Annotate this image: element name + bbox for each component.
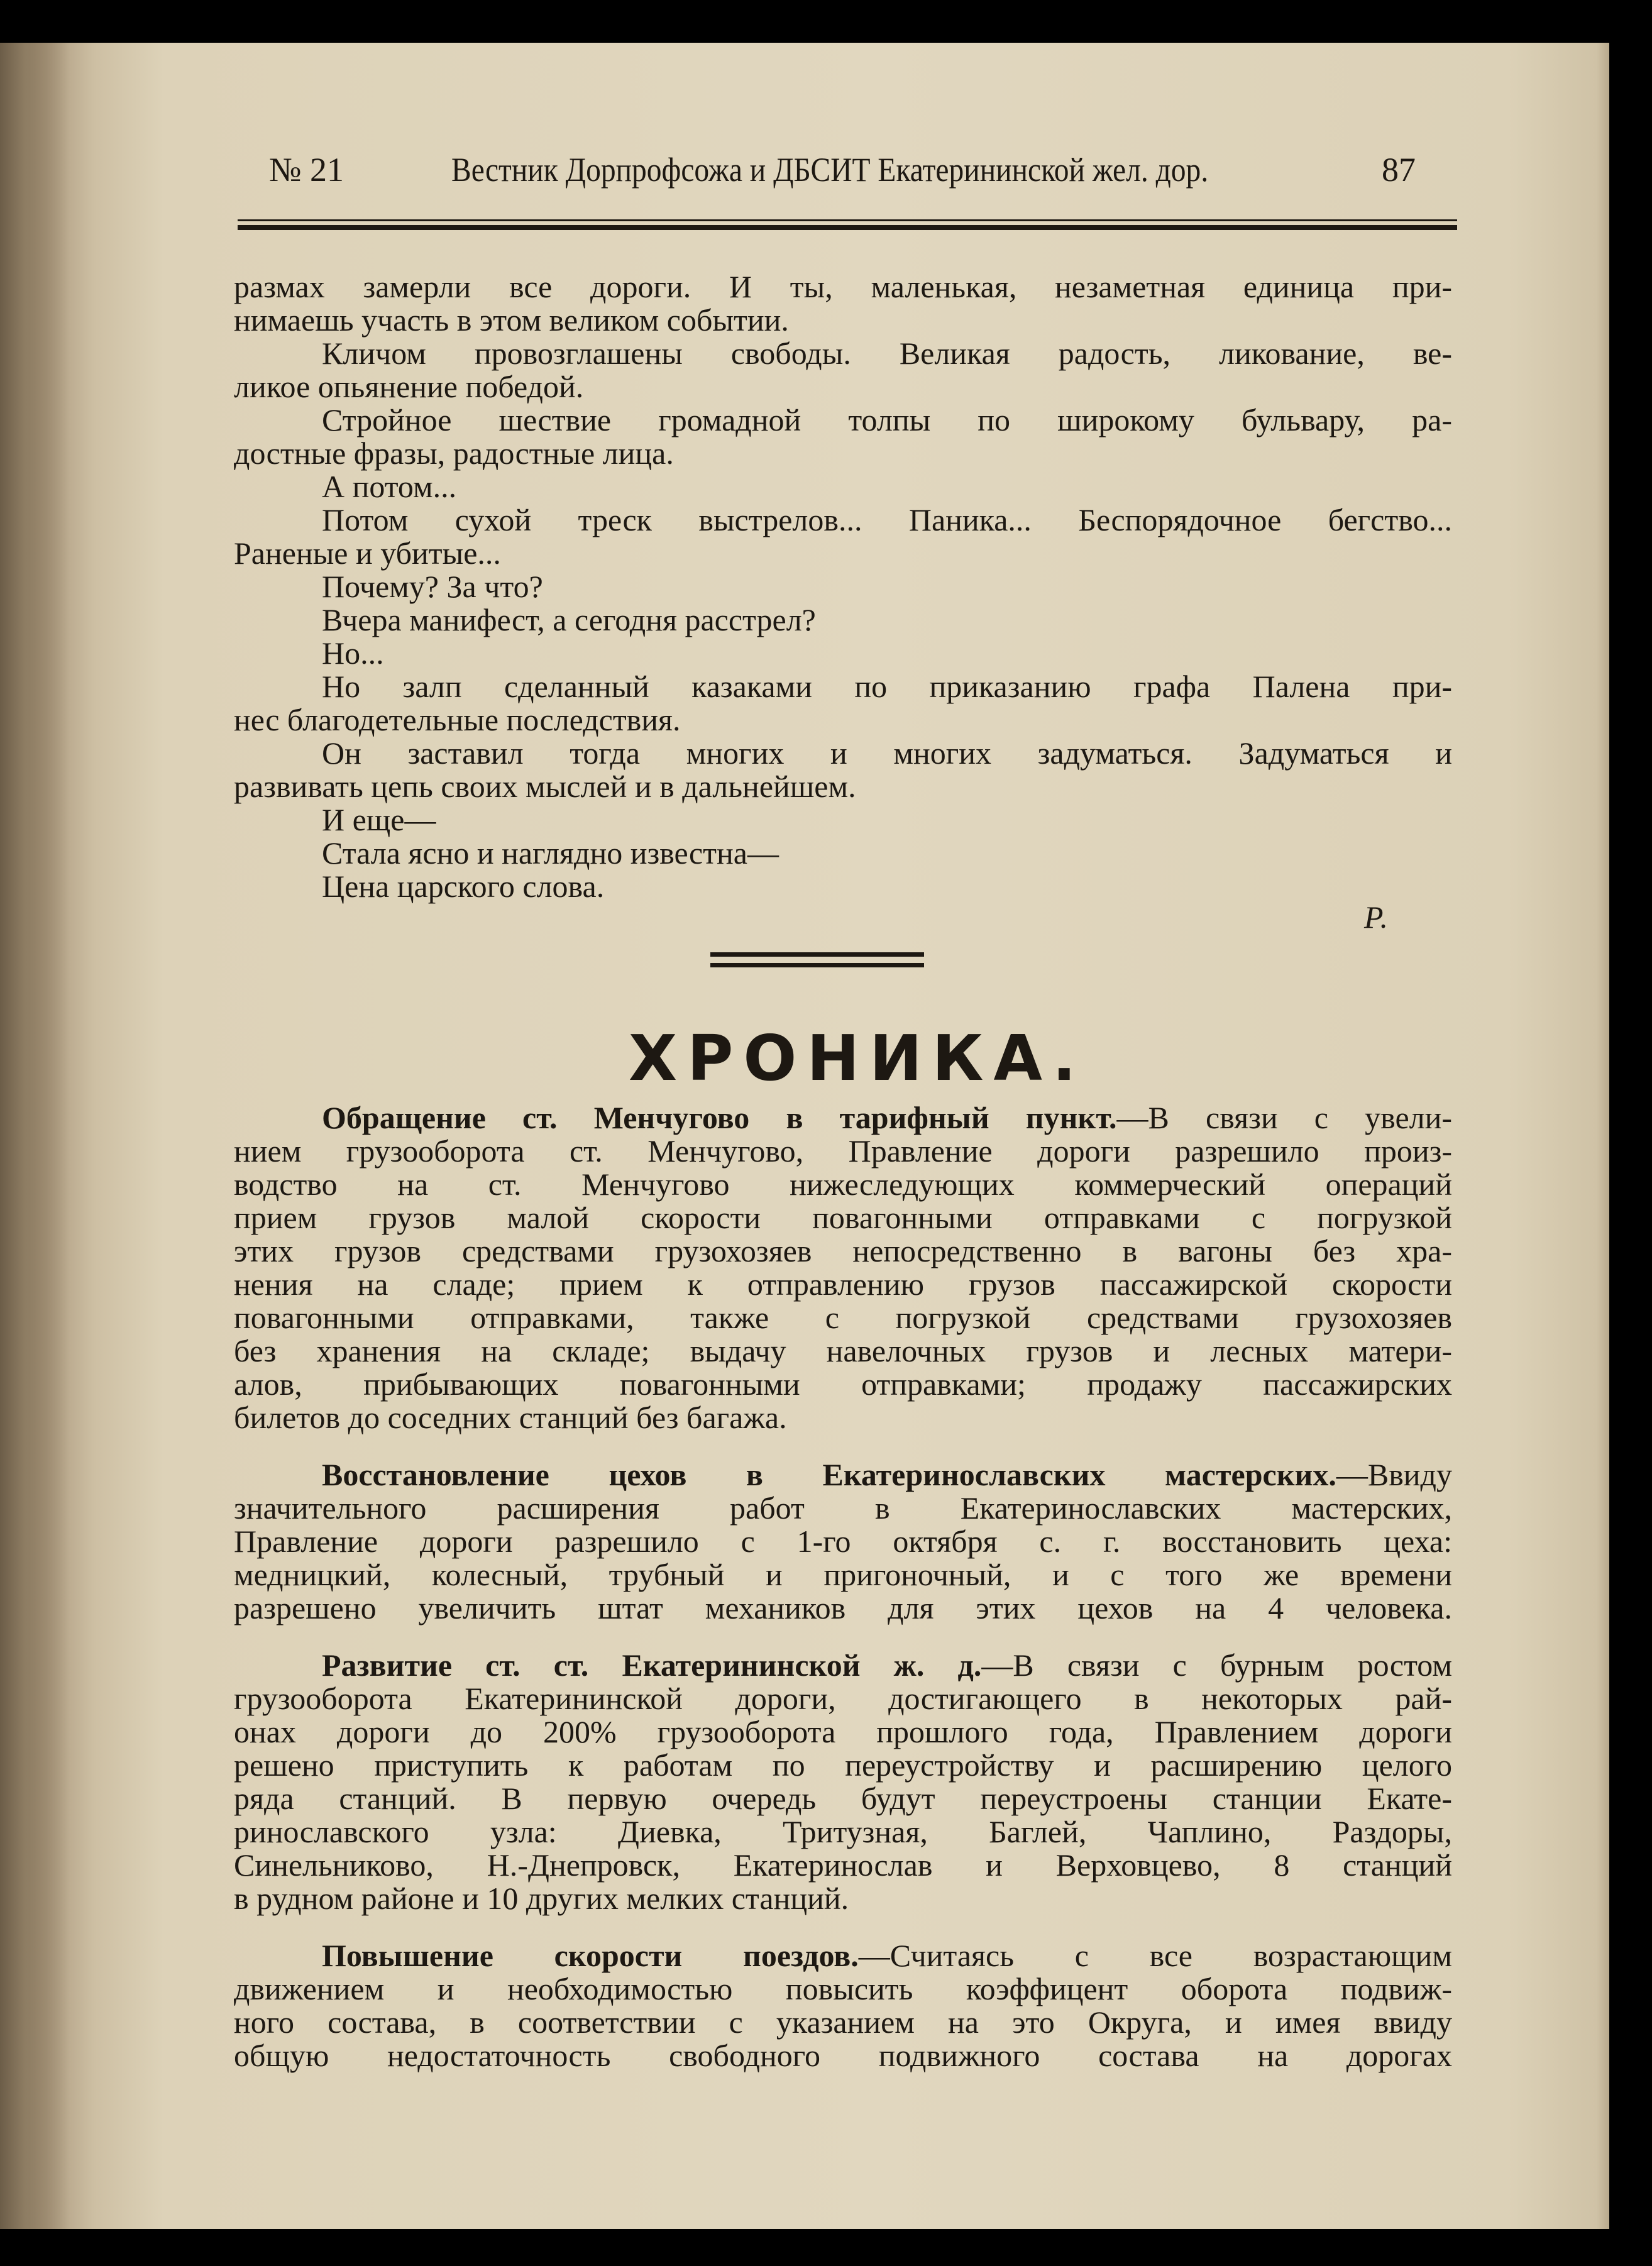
chronicle-line: ринославского узла: Диевка, Тритузная, Баглей, Чаплино, Раздоры, xyxy=(234,1814,1452,1849)
article-line: достные фразы, радостные лица. xyxy=(234,436,674,471)
chronicle-line: онах дороги до 200% грузооборота прошлого года, Правлением дороги xyxy=(234,1714,1452,1749)
article-line: Но залп сделанный казаками по приказанию графа Палена при- xyxy=(322,669,1452,704)
article-line: И еще— xyxy=(322,802,436,837)
chronicle-line: ного состава, в соответствии с указанием на это Округа, и имея ввиду xyxy=(234,2005,1452,2040)
chronicle-line: —В связи с бурным ростом xyxy=(981,1647,1452,1683)
issue-number: № 21 xyxy=(269,151,344,189)
article-line: Вчера манифест, а сегодня расстрел? xyxy=(322,602,816,637)
chronicle-line: билетов до соседних станций без багажа. xyxy=(234,1400,787,1435)
article-line: Раненые и убитые... xyxy=(234,536,501,571)
chronicle-body xyxy=(234,1101,1452,2096)
book-spine-shadow xyxy=(0,43,69,2229)
article-signature: Р. xyxy=(1364,899,1389,935)
chronicle-heading: Повышение скорости поездов. xyxy=(322,1938,859,1973)
chronicle-line: грузооборота Екатерининской дороги, достигающего в некоторых рай- xyxy=(234,1681,1452,1716)
article-line: Стройное шествие громадной толпы по широкому бульвару, ра- xyxy=(322,402,1452,437)
chronicle-line: —Считаясь с все возрастающим xyxy=(858,1938,1452,1973)
chronicle-line: —Ввиду xyxy=(1336,1457,1452,1492)
chronicle-line: общую недостаточность свободного подвижного состава на дорогах xyxy=(234,2038,1452,2073)
chronicle-line: этих грузов средствами грузохозяев непосредственно в вагоны без хра- xyxy=(234,1233,1452,1268)
chronicle-first-line xyxy=(234,1458,1452,1492)
page-number: 87 xyxy=(1382,151,1416,189)
chronicle-line: повагонными отправками, также с погрузкой средствами грузохозяев xyxy=(234,1300,1452,1335)
chronicle-first-line xyxy=(234,1101,1452,1135)
chronicle-first-line xyxy=(234,1939,1452,1972)
article-line: Но... xyxy=(322,635,384,671)
section-title: ХРОНИКА. xyxy=(629,1021,1086,1095)
chronicle-heading: Развитие ст. ст. Екатерининской ж. д. xyxy=(322,1647,982,1683)
article-line: Цена царского слова. xyxy=(322,869,605,904)
chronicle-line: водство на ст. Менчугово нижеследующих коммерческий операций xyxy=(234,1167,1452,1202)
article-body xyxy=(234,270,1452,903)
header-rule-thin xyxy=(238,219,1457,221)
article-line: Стала ясно и наглядно известна— xyxy=(322,835,779,871)
chronicle-item xyxy=(234,1458,1452,1625)
chronicle-line: нения на сладе; прием к отправлению грузов пассажирской скорости xyxy=(234,1267,1452,1302)
chronicle-line: нием грузооборота ст. Менчугово, Правление дороги разрешило произ- xyxy=(234,1133,1452,1169)
chronicle-line: движением и необходимостью повысить коэффицент оборота подвиж- xyxy=(234,1971,1452,2006)
chronicle-line: медницкий, колесный, трубный и пригоночный, и с того же времени xyxy=(234,1557,1452,1592)
header-rule-thick xyxy=(238,225,1457,230)
article-line: размах замерли все дороги. И ты, маленькая, незаметная единица при- xyxy=(234,269,1452,304)
chronicle-line: Синельниково, Н.-Днепровск, Екатеринослав и Верховцево, 8 станций xyxy=(234,1847,1452,1883)
chronicle-line: в рудном районе и 10 других мелких станций. xyxy=(234,1881,849,1916)
article-line: нес благодетельные последствия. xyxy=(234,702,681,737)
chronicle-line: решено приступить к работам по переустройству и расширению целого xyxy=(234,1747,1452,1783)
article-line: развивать цепь своих мыслей и в дальнейшем. xyxy=(234,769,856,804)
article-line: Потом сухой треск выстрелов... Паника... Беспорядочное бегство... xyxy=(322,502,1452,537)
chronicle-line: алов, прибывающих повагонными отправками; продажу пассажирских xyxy=(234,1367,1452,1402)
section-separator-bottom xyxy=(710,963,924,967)
chronicle-line: Правление дороги разрешило с 1-го октября с. г. восстановить цеха: xyxy=(234,1524,1452,1559)
running-header xyxy=(238,144,1457,226)
article-line: А потом... xyxy=(322,469,457,504)
chronicle-line: —В связи с увели- xyxy=(1116,1100,1453,1135)
chronicle-item xyxy=(234,1939,1452,2072)
chronicle-line: без хранения на складе; выдачу навелочных грузов и лесных матери- xyxy=(234,1333,1452,1368)
chronicle-line: разрешено увеличить штат механиков для этих цехов на 4 человека. xyxy=(234,1590,1452,1625)
chronicle-line: ряда станций. В первую очередь будут переустроены станции Екате- xyxy=(234,1781,1452,1816)
chronicle-item xyxy=(234,1101,1452,1434)
article-line: Кличом провозглашены свободы. Великая радость, ликование, ве- xyxy=(322,336,1452,371)
article-line: Он заставил тогда многих и многих задуматься. Задуматься и xyxy=(322,735,1452,771)
chronicle-heading: Восстановление цехов в Екатеринославских мастерских. xyxy=(322,1457,1336,1492)
journal-title: Вестник Дорпрофсожа и ДБСИТ Екатерининской жел. дор. xyxy=(451,151,1209,189)
article-line: ликое опьянение победой. xyxy=(234,369,584,404)
article-line: нимаешь участь в этом великом событии. xyxy=(234,302,789,338)
chronicle-line: значительного расширения работ в Екатеринославских мастерских, xyxy=(234,1490,1452,1526)
chronicle-item xyxy=(234,1649,1452,1915)
chronicle-line: прием грузов малой скорости повагонными отправками с погрузкой xyxy=(234,1200,1452,1235)
chronicle-heading: Обращение ст. Менчугово в тарифный пункт. xyxy=(322,1100,1117,1135)
chronicle-first-line xyxy=(234,1649,1452,1682)
article-line: Почему? За что? xyxy=(322,569,543,604)
section-separator-top xyxy=(710,952,924,957)
